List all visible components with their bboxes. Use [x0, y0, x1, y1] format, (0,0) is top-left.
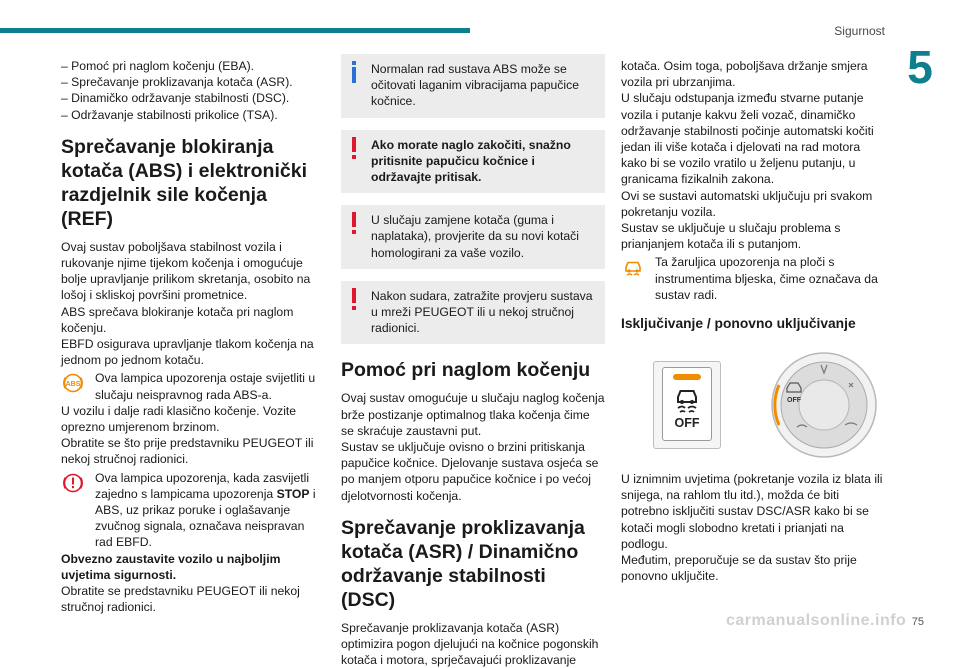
list-item: – Dinamičko održavanje stabilnosti (DSC). [61, 91, 290, 106]
note-text: U slučaju zamjene kotača (guma i naplataka), provjerite da su novi kotači homologirani za vaše vozilo. [371, 213, 579, 260]
switch-panel [653, 361, 721, 449]
paragraph: U vozilu i dalje radi klasično kočenje. Vozite oprezno umjerenom brzinom. [61, 403, 297, 435]
page-number: 75 [911, 616, 924, 628]
paragraph: Ovi se sustavi automatski uključuju pri svakom pokretanju vozila. [621, 188, 873, 219]
warning-note [341, 205, 605, 269]
indicator-led [673, 374, 701, 380]
watermark: carmanualsonline.info [726, 612, 907, 629]
dsc-off-illustration [621, 351, 883, 459]
paragraph: Sustav se uključuje u slučaju problema s prianjanjem kotača ili s putanjom. [621, 221, 841, 252]
paragraph: Sustav se uključuje ovisno o brzini pritiskanja papučice kočnice. Djelovanje sustava osjeća se po manjem otporu papučice kočnice i po većoj djelotvornosti kočenja. [341, 440, 599, 503]
info-icon [350, 61, 358, 83]
dsc-off-button[interactable] [662, 367, 712, 441]
list-item: – Sprečavanje proklizavanja kotača (ASR). [61, 75, 293, 90]
stop-label: STOP [276, 486, 310, 501]
disable-heading: Isključivanje / ponovno uključivanje [621, 316, 856, 332]
svg-text:ABS: ABS [65, 381, 81, 389]
dsc-warning [621, 254, 883, 303]
note-text: Ako morate naglo zakočiti, snažno pritisnite papučicu kočnice i održavajte pritisak. [371, 137, 571, 185]
note-text: Nakon sudara, zatražite provjeru sustava u mreži PEUGEOT ili u nekoj stručnoj radionici. [371, 288, 593, 336]
asr-dsc-heading: Sprečavanje proklizavanja kotača (ASR) / Dinamično održavanje stabilnosti (DSC) [341, 516, 585, 611]
warning-text: Ova lampica upozorenja, kada zasvijetli zajedno s lampicama upozorenja [95, 470, 310, 501]
warning-note [341, 130, 605, 194]
list-item: – Održavanje stabilnosti prikolice (TSA). [61, 107, 278, 122]
warning-text: Ta žaruljica upozorenja na ploči s instrumentima bljeska, čime označava da sustav radi. [655, 255, 878, 302]
info-note [341, 54, 605, 118]
paragraph: Sprečavanje proklizavanja kotača (ASR) optimizira pogon djelujući na kočnice pogonskih kotača i motora, sprječavajući proklizavanje [341, 620, 599, 668]
dial-off-label: OFF [787, 397, 801, 405]
warning-note [341, 281, 605, 345]
exclamation-icon [350, 212, 358, 234]
abs-heading: Sprečavanje blokiranja kotača (ABS) i elektronički razdjelnik sile kočenja (REF) [61, 135, 307, 230]
eba-heading: Pomoć pri naglom kočenju [341, 359, 591, 382]
paragraph: Ovaj sustav omogućuje u slučaju naglog kočenja brže postizanje optimalnog tlaka kočenja čime se skraćuje zaustavni put. [341, 391, 605, 438]
paragraph: ABS sprečava blokiranje kotača pri naglom kočenju. [61, 304, 294, 335]
column-2 [341, 54, 605, 668]
paragraph: Obratite se što prije predstavniku PEUGEOT ili nekoj stručnoj radionici. [61, 436, 314, 467]
paragraph: U slučaju odstupanja između stvarne putanje vozila i putanje kakvu želi vozač, dinamičko održavanje stabilnosti počinje automatski kočiti jedan ili više kotača i djelovati na rad motora kako bi se vozilo vratilo u željenu putanju, u granicama fizikalnih zakona. [621, 91, 874, 187]
skid-warning-lamp-icon [621, 255, 645, 279]
important-notice: Obvezno zaustavite vozilo u najboljim uvjetima sigurnosti. [61, 551, 281, 582]
brake-warning-lamp-icon [61, 471, 85, 495]
skid-car-icon [674, 386, 700, 414]
chapter-number: 5 [907, 41, 933, 93]
exclamation-icon [350, 288, 358, 310]
paragraph: Međutim, preporučuje se da sustav što prije ponovno uključite. [621, 553, 857, 584]
note-text: Normalan rad sustava ABS može se očitovati laganim vibracijama papučice kočnice. [371, 62, 579, 109]
column-1 [61, 58, 323, 615]
paragraph: EBFD osigurava upravljanje tlakom kočenja na jednom po jednom kotaču. [61, 337, 314, 368]
paragraph: kotača. Osim toga, poboljšava držanje smjera vozila pri ubrzanjima. [621, 59, 868, 90]
paragraph: U iznimnim uvjetima (pokretanje vozila iz blata ili snijega, na rahlom tlu itd.), možda će biti potrebno isključiti sustav DSC/ASR kako bi se kotači mogli slobodno kretati i prianjati na podlogu. [621, 472, 883, 551]
list-item: – Pomoć pri naglom kočenju (EBA). [61, 59, 255, 73]
paragraph: Obratite se predstavniku PEUGEOT ili nekoj stručnoj radionici. [61, 584, 300, 615]
column-3 [621, 58, 883, 584]
paragraph: Ovaj sustav poboljšava stabilnost vozila i rukovanje njime tijekom kočenja i omogućuje bolje upravljanje prilikom skretanja, osobito na lošoj i skliskoj površini prometnice. [61, 239, 311, 303]
ebfd-warning [61, 470, 323, 551]
abs-warning [61, 370, 323, 402]
off-label: OFF [674, 416, 700, 431]
warning-text: i ABS, uz prikaz poruke i oglašavanje zvučnog signala, označava neispravan rad EBFD. [95, 486, 316, 550]
abs-warning-lamp-icon [61, 371, 85, 395]
warning-text: Ova lampica upozorenja ostaje svijetliti u slučaju neispravnog rada ABS-a. [95, 371, 316, 402]
header-accent-bar [0, 28, 470, 33]
system-list [61, 58, 323, 123]
drive-mode-dial[interactable] [769, 351, 879, 459]
exclamation-icon [350, 137, 358, 159]
section-title: Sigurnost [834, 24, 885, 38]
